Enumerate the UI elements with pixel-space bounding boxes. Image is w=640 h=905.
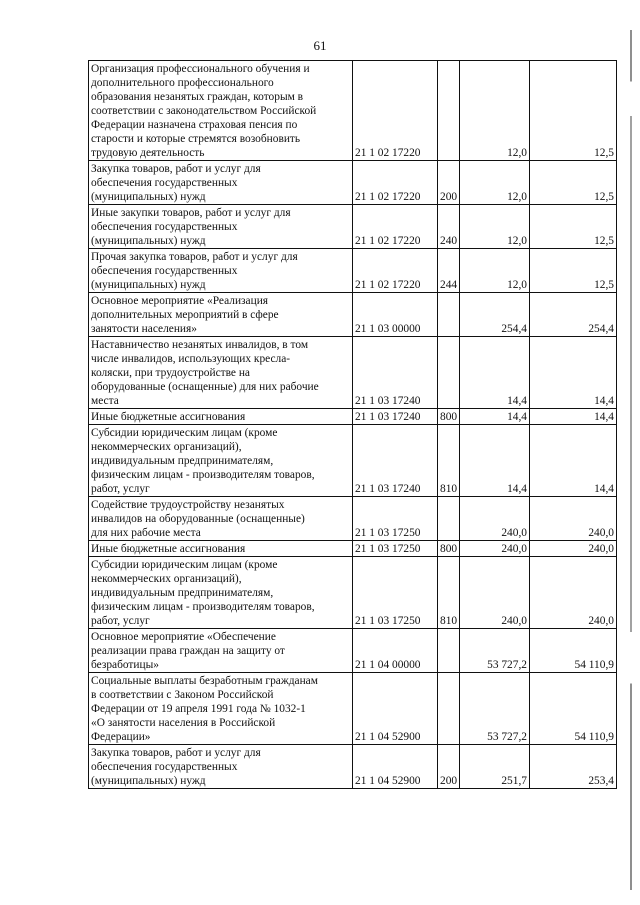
row-name-line: дополнительных мероприятий в сфере [91,309,279,321]
row-name-line: занятости населения» [91,323,197,335]
table-row [89,629,617,673]
row-code: 21 1 04 52900 [353,745,438,789]
row-name-line: индивидуальным предпринимателям, [91,455,274,467]
row-code: 21 1 04 52900 [353,673,438,745]
row-name-line: Основное мероприятие «Реализация [91,295,269,307]
row-name [89,161,353,205]
row-value-year2: 12,5 [530,61,617,161]
row-code: 21 1 03 00000 [353,293,438,337]
row-name-line: для них рабочие места [91,527,201,539]
row-name-line: обеспечения государственных [91,221,238,233]
row-name-line: образования незанятых граждан, которым в [91,91,304,103]
row-name-line: (муниципальных) нужд [91,191,206,203]
table-row [89,161,617,205]
row-name-line: (муниципальных) нужд [91,279,206,291]
row-name-line: старости и которые стремятся возобновить [91,133,301,145]
row-name-line: физическим лицам - производителям товаров, [91,601,315,613]
row-name [89,249,353,293]
row-name-line: обеспечения государственных [91,761,238,773]
row-code: 21 1 02 17220 [353,61,438,161]
row-value-year1: 14,4 [460,337,530,409]
row-name-line: (муниципальных) нужд [91,775,206,787]
row-value-year1: 12,0 [460,161,530,205]
row-code: 21 1 04 00000 [353,629,438,673]
table-row [89,745,617,789]
table-row [89,425,617,497]
row-name [89,409,353,425]
row-name [89,745,353,789]
table-row [89,293,617,337]
row-value-year2: 14,4 [530,337,617,409]
row-value-year2: 14,4 [530,425,617,497]
row-code: 21 1 03 17250 [353,557,438,629]
table-row [89,497,617,541]
row-name-line: реализации права граждан на защиту от [91,645,285,657]
row-value-year2: 253,4 [530,745,617,789]
row-value-year1: 240,0 [460,497,530,541]
row-name [89,629,353,673]
row-code: 21 1 03 17250 [353,497,438,541]
row-expense-type [438,61,460,161]
row-expense-type: 800 [438,409,460,425]
row-name-line: оборудованные (оснащенные) для них рабочие [91,381,319,393]
row-name-line: работ, услуг [91,483,150,495]
budget-table-body [89,61,617,789]
row-name-line: Субсидии юридическим лицам (кроме [91,427,278,439]
table-row [89,249,617,293]
row-name-line: трудовую деятельность [91,147,205,159]
row-value-year2: 54 110,9 [530,673,617,745]
row-code: 21 1 03 17240 [353,337,438,409]
row-name-line: Иные бюджетные ассигнования [91,543,246,555]
row-expense-type: 240 [438,205,460,249]
row-name [89,497,353,541]
row-value-year1: 12,0 [460,249,530,293]
row-expense-type [438,293,460,337]
row-name [89,293,353,337]
table-row [89,205,617,249]
row-code: 21 1 03 17240 [353,409,438,425]
row-code: 21 1 03 17250 [353,541,438,557]
row-name-line: места [91,395,119,407]
row-value-year2: 254,4 [530,293,617,337]
row-expense-type [438,337,460,409]
row-name-line: числе инвалидов, использующих кресла- [91,353,291,365]
row-name-line: Наставничество незанятых инвалидов, в том [91,339,309,351]
row-expense-type: 810 [438,557,460,629]
table-row [89,61,617,161]
row-value-year1: 14,4 [460,409,530,425]
row-value-year2: 12,5 [530,249,617,293]
row-name-line: безработицы» [91,659,159,671]
row-value-year1: 240,0 [460,557,530,629]
row-value-year1: 53 727,2 [460,673,530,745]
scan-edge-line [630,30,632,890]
row-value-year1: 53 727,2 [460,629,530,673]
table-row [89,337,617,409]
row-name-line: «О занятости населения в Российской [91,717,276,729]
row-expense-type [438,673,460,745]
table-row [89,557,617,629]
row-value-year1: 12,0 [460,61,530,161]
row-name [89,557,353,629]
row-name-line: физическим лицам - производителям товаров, [91,469,315,481]
row-name-line: Содействие трудоустройству незанятых [91,499,285,511]
row-name-line: в соответствии с Законом Российской [91,689,274,701]
row-value-year1: 240,0 [460,541,530,557]
row-value-year1: 12,0 [460,205,530,249]
row-value-year1: 251,7 [460,745,530,789]
row-expense-type: 800 [438,541,460,557]
row-name-line: Прочая закупка товаров, работ и услуг для [91,251,298,263]
table-row [89,673,617,745]
row-name-line: дополнительного профессионального [91,77,274,89]
row-name-line: Федерации» [91,731,151,743]
row-name-line: инвалидов на оборудованные (оснащенные) [91,513,305,525]
row-name-line: (муниципальных) нужд [91,235,206,247]
row-value-year1: 14,4 [460,425,530,497]
row-name-line: Субсидии юридическим лицам (кроме [91,559,278,571]
row-name-line: обеспечения государственных [91,177,238,189]
row-name-line: Закупка товаров, работ и услуг для [91,163,261,175]
row-name-line: Закупка товаров, работ и услуг для [91,747,261,759]
row-name-line: Основное мероприятие «Обеспечение [91,631,276,643]
row-name-line: обеспечения государственных [91,265,238,277]
row-name-line: соответствии с законодательством Российской [91,105,317,117]
row-code: 21 1 02 17220 [353,161,438,205]
row-name [89,541,353,557]
row-value-year2: 240,0 [530,557,617,629]
table-row [89,541,617,557]
row-name [89,425,353,497]
row-expense-type [438,629,460,673]
row-name-line: Организация профессионального обучения и [91,63,310,75]
row-expense-type: 244 [438,249,460,293]
row-value-year1: 254,4 [460,293,530,337]
row-name-line: работ, услуг [91,615,150,627]
row-value-year2: 54 110,9 [530,629,617,673]
row-value-year2: 14,4 [530,409,617,425]
row-name [89,337,353,409]
row-name [89,673,353,745]
row-name-line: некоммерческих организаций), [91,441,242,453]
row-name [89,61,353,161]
row-name [89,205,353,249]
table-row [89,409,617,425]
page-number: 61 [313,38,327,53]
row-name-line: коляски, при трудоустройстве на [91,367,250,379]
row-code: 21 1 03 17240 [353,425,438,497]
row-expense-type: 810 [438,425,460,497]
row-value-year2: 240,0 [530,541,617,557]
row-name-line: Социальные выплаты безработным гражданам [91,675,318,687]
row-value-year2: 12,5 [530,161,617,205]
row-expense-type: 200 [438,161,460,205]
row-name-line: некоммерческих организаций), [91,573,242,585]
row-name-line: Иные бюджетные ассигнования [91,411,246,423]
row-name-line: Федерации от 19 апреля 1991 года № 1032-1 [91,703,306,715]
row-name-line: Федерации назначена страховая пенсия по [91,119,298,131]
row-expense-type: 200 [438,745,460,789]
row-name-line: Иные закупки товаров, работ и услуг для [91,207,291,219]
row-value-year2: 12,5 [530,205,617,249]
row-code: 21 1 02 17220 [353,205,438,249]
row-value-year2: 240,0 [530,497,617,541]
row-name-line: индивидуальным предпринимателям, [91,587,274,599]
budget-table [88,60,617,789]
row-expense-type [438,497,460,541]
row-code: 21 1 02 17220 [353,249,438,293]
